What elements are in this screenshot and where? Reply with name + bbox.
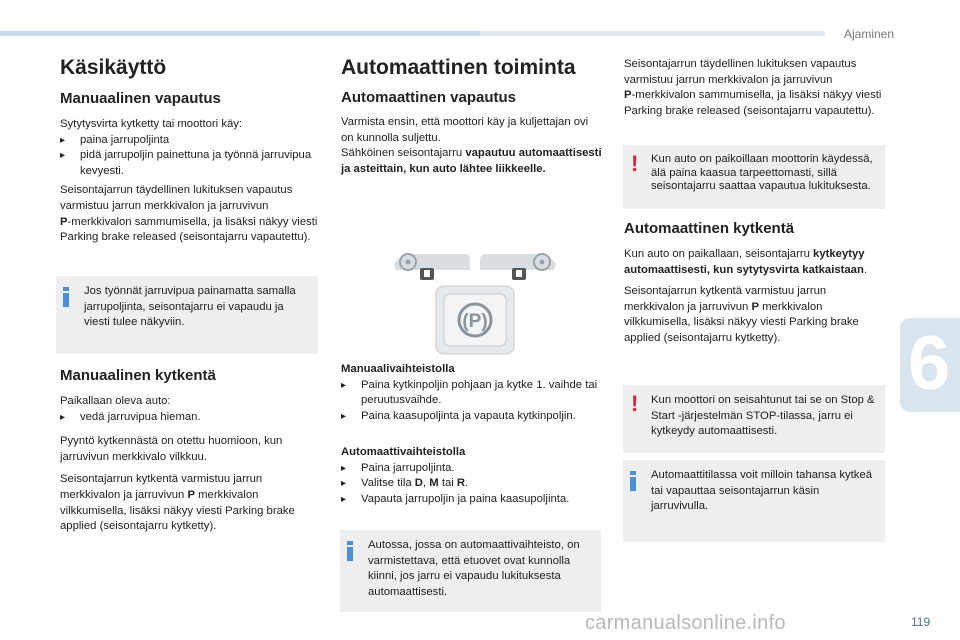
header-bar-light — [480, 31, 825, 36]
manual-gearbox-block: Manuaalivaihteistolla ▸ Paina kytkinpoljin pohjaan ja kytke 1. vaihde tai peruutusvaihde. ▸ Paina kaasupoljinta ja vapauta kytkinpoljin. — [341, 362, 603, 424]
info-icon — [630, 471, 636, 491]
bullet-icon: ▸ — [341, 493, 347, 505]
heading-manual-release: Manuaalinen vapautus — [60, 90, 221, 107]
bullet-icon: ▸ — [60, 134, 66, 146]
warning-note-1: ! Kun auto on paikoillaan moottorin käydessä, älä paina kaasua tarpeettomasti, sillä seisontajarru saattaa vapautua lukituksesta. — [623, 145, 885, 209]
list-item: ▸ pidä jarrupoljin painettuna ja työnnä jarruvipua kevyesti. — [60, 149, 312, 177]
list-item: ▸ vedä jarruvipua hieman. — [60, 410, 318, 426]
info-note-manual: Jos työnnät jarruvipua painamatta samalla jarrupoljinta, seisontajarru ei vapaudu ja viesti tulee näkyviin. — [56, 276, 318, 354]
bullet-icon: ▸ — [341, 379, 347, 391]
header-bar — [0, 31, 480, 36]
bullet-icon: ▸ — [60, 150, 66, 162]
manual-apply-body: Paikallaan oleva auto: ▸ vedä jarruvipua hieman. Pyyntö kytkennästä on otettu huomioon, kun jarruvivun merkkivalo vilkkuu. Seisontajarrun kytkentä varmistuu jarrun merkkivalon ja jarruvivun P merkkivalon vilkkumisella, lisäksi näkyy viesti Parking brake applied (seisontajarru kytketty). — [60, 394, 318, 535]
chapter-number: 6 — [908, 321, 951, 406]
chapter-tab — [900, 318, 960, 412]
list-item: ▸ Paina jarrupoljinta. — [341, 461, 603, 477]
bullet-icon: ▸ — [341, 410, 347, 422]
heading-auto-apply: Automaattinen kytkentä — [624, 220, 795, 237]
auto-apply-body: Kun auto on paikallaan, seisontajarru kytkeytyy automaattisesti, kun sytytysvirta katkaistaan. Seisontajarrun kytkentä varmistuu jarrun merkkivalon ja jarruvivun P merkkivalon vilkkumisella, lisäksi näkyy viesti Parking brake applied (seisontajarru kytketty). — [624, 248, 867, 344]
auto-release-continued: Seisontajarrun täydellinen lukituksen vapautus varmistuu jarrun merkkivalon ja jarruvivun P-merkkivalon sammumisella, ja lisäksi näkyy viesti Parking brake released (seisontajarru vapautettu). — [624, 58, 882, 117]
manual-release-intro: Sytytysvirta kytketty tai moottori käy: — [60, 118, 243, 130]
page-number: 119 — [911, 615, 931, 629]
auto-release-body: Varmista ensin, että moottori käy ja kuljettajan ovi on kunnolla suljettu. Sähköinen seisontajarru vapautuu automaattisesti ja asteittain, kun auto lähtee liikkeelle. — [341, 116, 602, 175]
auto-gearbox-block: Automaattivaihteistolla ▸ Paina jarrupoljinta. ▸ Valitse tila D, M tai R. ▸ Vapauta jarrupoljin ja paina kaasupoljinta. — [341, 445, 603, 507]
parking-brake-figure — [386, 246, 564, 358]
bullet-icon: ▸ — [60, 411, 66, 423]
warning-note-2: ! Kun moottori on seisahtunut tai se on Stop & Start -järjestelmän STOP-tilassa, jarru ei kytkeydy automaattisesti. — [623, 385, 885, 453]
bullet-icon: ▸ — [341, 462, 347, 474]
list-item: ▸ paina jarrupoljinta — [60, 133, 318, 149]
manual-release-body — [60, 117, 318, 246]
parking-brake-illustration — [386, 246, 564, 358]
watermark: carmanualsonline.info — [585, 612, 786, 634]
bullet-icon: ▸ — [341, 478, 347, 490]
info-note-3: Automaattitilassa voit milloin tahansa kytkeä tai vapauttaa seisontajarrun käsin jarruvivulla. — [623, 460, 885, 542]
info-note-auto: Autossa, jossa on automaattivaihteisto, on varmistettava, että etuovet ovat kunnolla kiinni, jos jarru ei vapaudu lukituksesta automaattisesti. — [340, 530, 601, 612]
warning-icon: ! — [631, 151, 639, 176]
heading-auto-release: Automaattinen vapautus — [341, 89, 517, 106]
figure-symbol: (P) — [462, 311, 488, 332]
section-title-auto: Automaattinen toiminta — [341, 56, 576, 79]
info-icon — [347, 541, 353, 561]
list-item: ▸ Paina kytkinpoljin pohjaan ja kytke 1. vaihde tai peruutusvaihde. — [341, 378, 598, 407]
heading-manual-apply: Manuaalinen kytkentä — [60, 367, 216, 384]
section-label: Ajaminen — [844, 27, 895, 41]
section-title-manual: Käsikäyttö — [60, 56, 167, 79]
list-item: ▸ Vapauta jarrupoljin ja paina kaasupoljinta. — [341, 492, 603, 508]
info-icon — [63, 287, 69, 307]
warning-icon: ! — [631, 391, 639, 416]
list-item: ▸ Paina kaasupoljinta ja vapauta kytkinpoljin. — [341, 409, 603, 425]
list-item: ▸ Valitse tila D, M tai R. — [341, 476, 603, 492]
manual-release-para: Seisontajarrun täydellinen lukituksen vapautus varmistuu jarrun merkkivalon ja jarruvivun P-merkkivalon sammumisella, ja lisäksi näkyy viesti Parking brake released (seisontajarru vapautettu). — [60, 184, 318, 244]
